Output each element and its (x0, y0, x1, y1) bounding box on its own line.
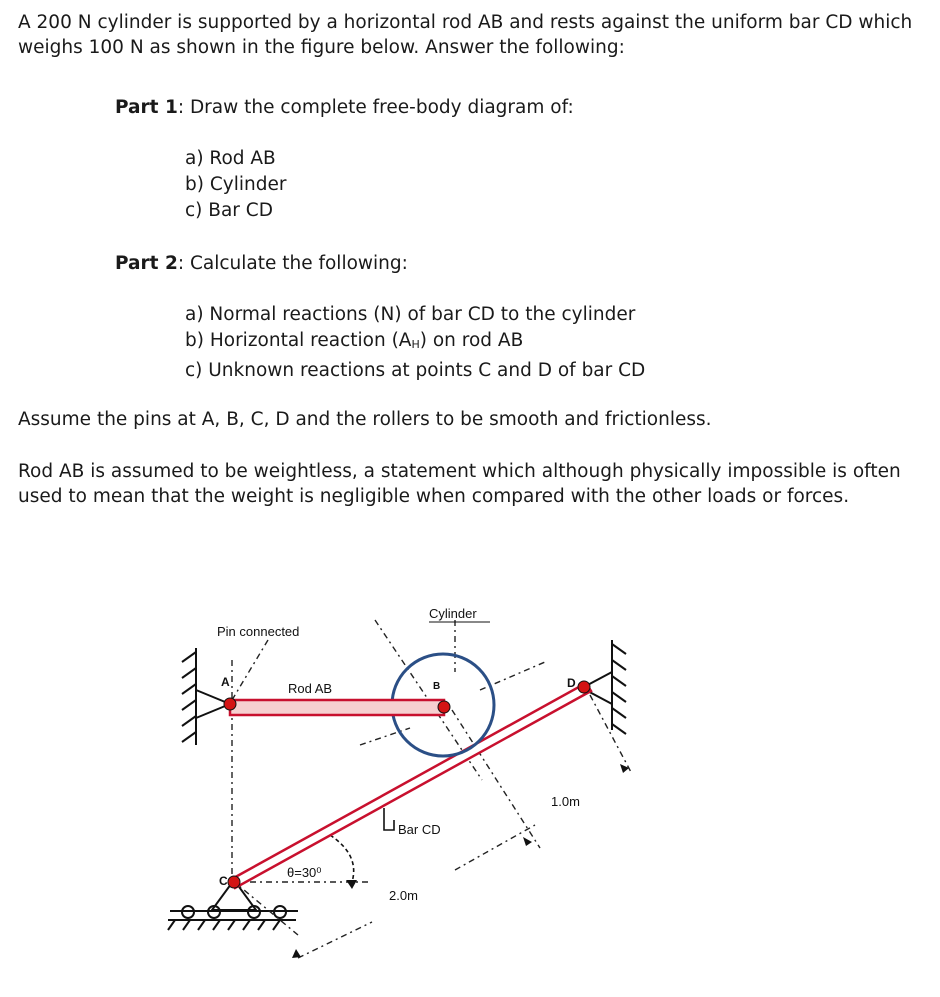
theta-arc (330, 835, 354, 882)
list-item: c) Bar CD (185, 200, 273, 221)
list-item: a) Rod AB (185, 148, 276, 169)
label-1m: 1.0m (551, 794, 580, 809)
list-item (185, 328, 645, 358)
part1-heading (115, 95, 574, 120)
part2-text: : Calculate the following: (177, 253, 408, 274)
pin-d (578, 681, 590, 693)
label-a: A (221, 675, 230, 689)
part2-list (185, 302, 645, 384)
pin-b (438, 701, 450, 713)
part2-label: Part 2 (115, 253, 178, 274)
construction-lines (232, 620, 632, 958)
list-item: a) Normal reactions (N) of bar CD to the cylinder (185, 304, 636, 325)
label-theta: θ=30⁰ (287, 865, 322, 880)
list-item: b) Cylinder (185, 174, 287, 195)
rod-ab (230, 700, 444, 715)
assumption-text: Assume the pins at A, B, C, D and the rollers to be smooth and frictionless. (18, 409, 712, 430)
label-rod-ab: Rod AB (288, 681, 333, 696)
label-c: C (219, 874, 228, 888)
weightless-text: Rod AB is assumed to be weightless, a statement which although physically impossible is often used to mean that the weight is negligible when compared with the other loads or forces. (18, 461, 901, 507)
part1-list (185, 146, 286, 224)
part1-label: Part 1 (115, 97, 178, 118)
item-b-pre: b) Horizontal reaction (A (185, 330, 412, 351)
pin-a (224, 698, 236, 710)
label-2m: 2.0m (389, 888, 418, 903)
label-cylinder: Cylinder (429, 606, 477, 621)
pin-c (228, 876, 240, 888)
bar-cd-bracket (384, 808, 394, 830)
item-b-post: ) on rod AB (419, 330, 524, 351)
theta-arrowhead (346, 880, 357, 889)
item-b-sub: H (411, 338, 420, 351)
part1-text: : Draw the complete free-body diagram of: (177, 97, 574, 118)
label-d: D (567, 676, 576, 690)
label-pin-connected: Pin connected (217, 624, 300, 639)
list-item: c) Unknown reactions at points C and D of bar CD (185, 360, 646, 381)
statics-figure (0, 580, 940, 997)
part2-heading (115, 251, 408, 276)
problem-intro: A 200 N cylinder is supported by a horizontal rod AB and rests against the uniform bar CD which weighs 100 N as shown in the figure below. Answer the following: (18, 12, 913, 58)
label-b: B (433, 681, 441, 692)
left-wall (182, 648, 196, 745)
label-bar-cd: Bar CD (398, 822, 441, 837)
